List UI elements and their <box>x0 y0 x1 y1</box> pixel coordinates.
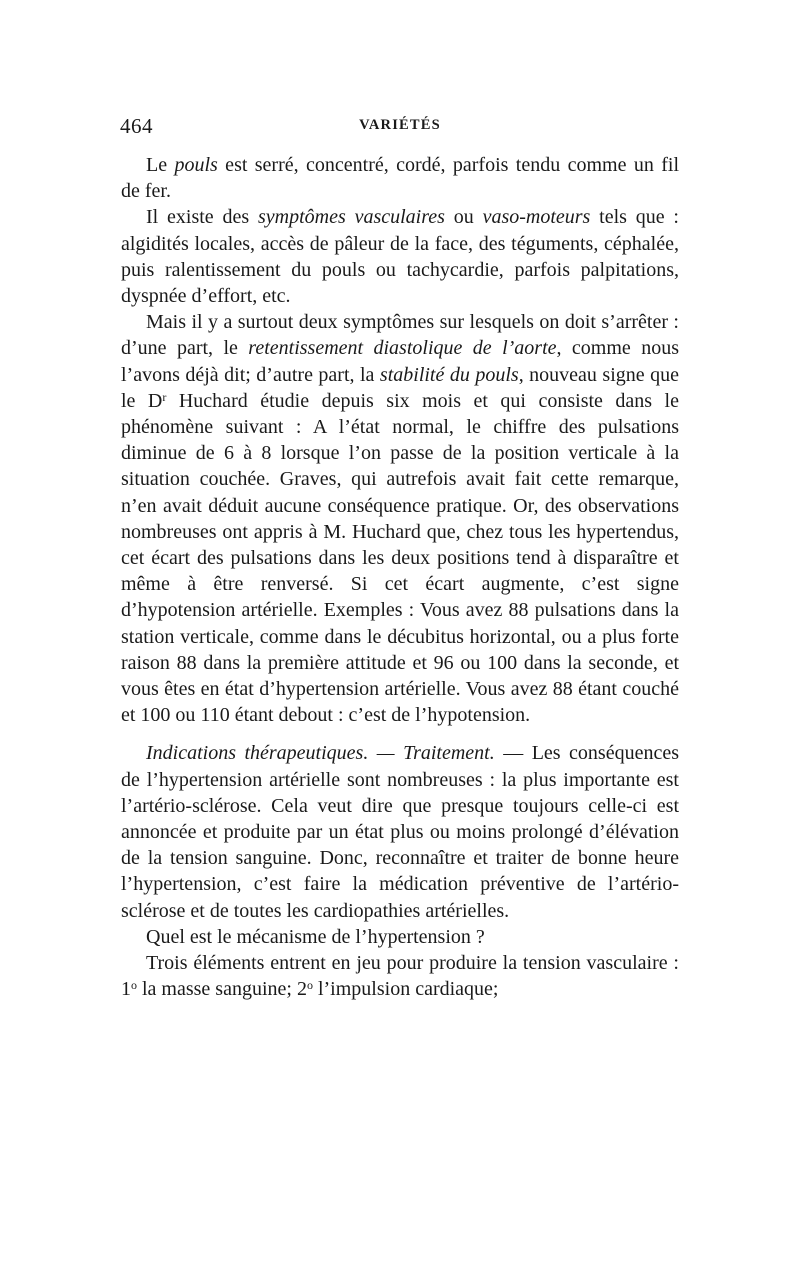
text-run: tels que : algidités locales, accès de pâleur de la face, des téguments, céphalée, puis ralentissement du pouls ou tachycardie, parfois palpitations, dyspnée d’effort, etc. <box>121 206 679 308</box>
text-run: Quel est le mécanisme de l’hypertension ? <box>146 925 485 948</box>
text-run: Trois éléments entrent en jeu pour produire la tension vasculaire : 1 <box>121 952 679 1001</box>
text-run: Mais il y a surtout deux symptômes sur lesquels on doit s’arrêter : d’une part, le <box>121 311 679 360</box>
text-run: , nouveau signe que le D <box>121 363 679 412</box>
paragraph <box>121 152 679 204</box>
italic-text: symptômes vasculaires <box>257 206 445 229</box>
body-text <box>121 152 679 1003</box>
italic-text: stabilité du pouls <box>379 363 519 386</box>
text-run: Huchard étudie depuis six mois et qui consiste dans le phénomène suivant : A l’état normal, le chiffre des pulsations diminue de 6 à 8 lorsque l’on passe de la position verticale à la situation couchée. Graves, qui autrefois avait fait cette remarque, n’en avait déduit aucune conséquence pratique. Or, des observations nombreuses ont appris à M. Huchard que, chez tous les hypertendus, cet écart des pulsations dans les deux positions tend à disparaître et même à être renversé. Si cet écart augmente, c’est signe d’hypotension artérielle. Exemples : Vous avez 88 pulsations dans la station verticale, comme dans le décubitus horizontal, ou a plus forte raison 88 dans la première attitude et 96 ou 100 dans la seconde, et vous êtes en état d’hypertension artérielle. Vous avez 88 étant couché et 100 ou 110 étant debout : c’est de l’hypotension. <box>121 389 679 727</box>
text-run: la masse sanguine; 2 <box>137 978 307 1001</box>
italic-text: vaso-moteurs <box>482 206 591 229</box>
paragraph <box>121 740 679 923</box>
text-run: — Les conséquences de l’hypertension artérielle sont nombreuses : la plus importante est l’artério-sclérose. Cela veut dire que presque toujours celle-ci est annoncée et produite par un état plus ou moins prolongé d’élévation de la tension sanguine. Donc, reconnaître et traiter de bonne heure l’hypertension, c’est faire la médication préventive de l’artério-sclérose et de toutes les cardiopathies artérielles. <box>121 742 680 922</box>
superscript-text: o <box>131 978 137 993</box>
text-run: , comme nous l’avons déjà dit; d’autre part, la <box>121 337 679 386</box>
italic-text: pouls <box>174 154 218 176</box>
text-run: Il existe des <box>146 206 258 229</box>
text-run: l’impulsion cardiaque; <box>312 978 499 1001</box>
italic-text: retentissement diastolique de l’aorte <box>248 337 557 360</box>
page-header <box>120 114 680 144</box>
text-run: ou <box>444 206 483 229</box>
paragraph <box>121 309 679 728</box>
paragraph <box>121 204 679 309</box>
running-title: VARIÉTÉS <box>359 117 441 133</box>
italic-text: Indications thérapeutiques. — Traitement. <box>146 742 495 765</box>
paragraph <box>121 950 679 1002</box>
paragraph <box>121 924 679 950</box>
page-number: 464 <box>120 114 153 138</box>
superscript-text: r <box>162 389 167 404</box>
text-run: Le <box>146 154 175 176</box>
superscript-text: o <box>306 978 313 993</box>
text-run: est serré, concentré, cordé, parfois tendu comme un fil de fer. <box>121 154 679 203</box>
